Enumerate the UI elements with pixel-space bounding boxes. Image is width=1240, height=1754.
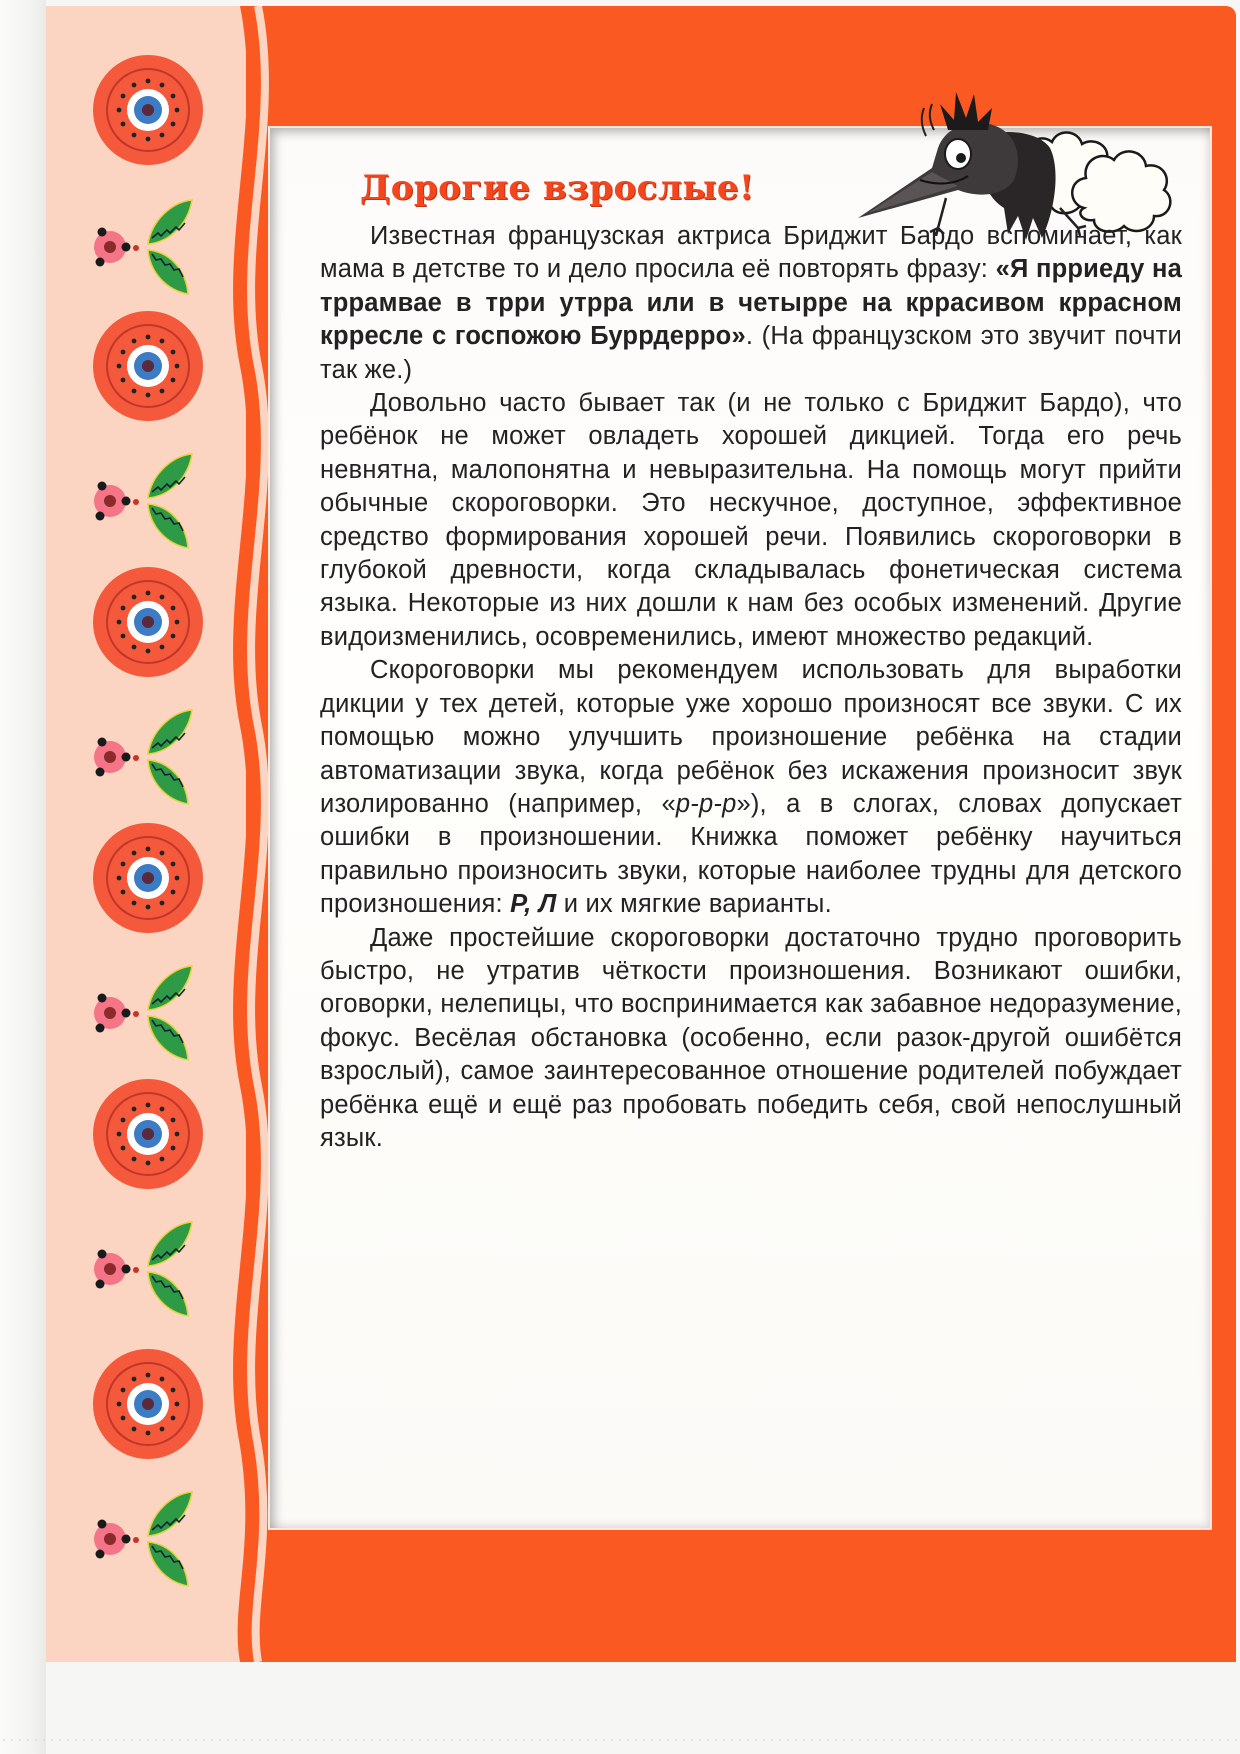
berry-sprig-icon: [88, 192, 198, 302]
berry-sprig-icon: [88, 702, 198, 812]
flower-icon: [90, 52, 206, 168]
paragraph: Известная французская актриса Бриджит Бардо вспоминает, как мама в детстве то и дело просила её повторять фразу: «Я прриеду на тррамвае в трри утрра или в четырре на крраcивом кррасном крресле с госпожою Буррдерро». (На французском это звучит почти так же.): [320, 222, 1182, 384]
target-sounds: Р, Л: [510, 890, 557, 919]
flower-icon: [90, 820, 206, 936]
flower-icon: [90, 1346, 206, 1462]
scan-margin: [0, 0, 46, 1754]
berry-sprig-icon: [88, 1214, 198, 1324]
flower-icon: [90, 564, 206, 680]
flower-icon: [90, 1076, 206, 1192]
text-frame: [268, 126, 1212, 1530]
berry-sprig-icon: [88, 958, 198, 1068]
book-page: [46, 6, 1236, 1662]
paragraph: Скороговорки мы рекомендуем использовать для выработки дикции у тех детей, которые уже хорошо произносят все звуки. С их помощью можно улучшить произношение ребёнка на стадии автоматизации звука, когда ребёнок без искажения произносит звук изолированно (например, «р-р-р»), а в слогах, словах допускает ошибки в произношении. Книжка поможет ребёнку научиться правильно произносить звуки, которые наиболее трудны для детского произношения: Р, Л и их мягкие варианты.: [320, 656, 1183, 919]
body-text: [320, 220, 1182, 1155]
paragraph: Довольно часто бывает так (и не только с Бриджит Бардо), что ребёнок не может овладеть хорошей дикцией. Тогда его речь невнятна, малопонятна и невыразительна. На помощь могут прийти обычные скороговорки. Это нескучное, доступное, эффективное средство формирования хорошей речи. Появились скороговорки в глубокой древности, когда складывалась фонетическая система языка. Некоторые из них дошли к нам без особых изменений. Другие видоизменились, осовременились, имеют множество редакций.: [320, 389, 1182, 651]
berry-sprig-icon: [88, 446, 198, 556]
flower-icon: [90, 308, 206, 424]
tongue-twister-quote: «Я прриеду на тррамвае в трри утрра или в четырре на крраcивом кррасном крресле с госпожою Буррдерро»: [320, 255, 1182, 351]
page-title: Дорогие взрослые!: [360, 168, 755, 208]
berry-sprig-icon: [88, 1484, 198, 1594]
scan-edge-divider: [0, 1738, 1240, 1742]
paragraph: Даже простейшие скороговорки достаточно трудно проговорить быстро, не утратив чёткости произношения. Возникают ошибки, оговорки, нелепицы, что воспринимается как забавное недоразумение, фокус. Весёлая обстановка (особенно, если разок-другой ошибётся взрослый), самое заинтересованное отношение родителей побуждает ребёнка ещё и ещё раз пробовать победить себя, свой непослушный язык.: [320, 923, 1182, 1152]
sound-example: р-р-р: [675, 789, 737, 818]
